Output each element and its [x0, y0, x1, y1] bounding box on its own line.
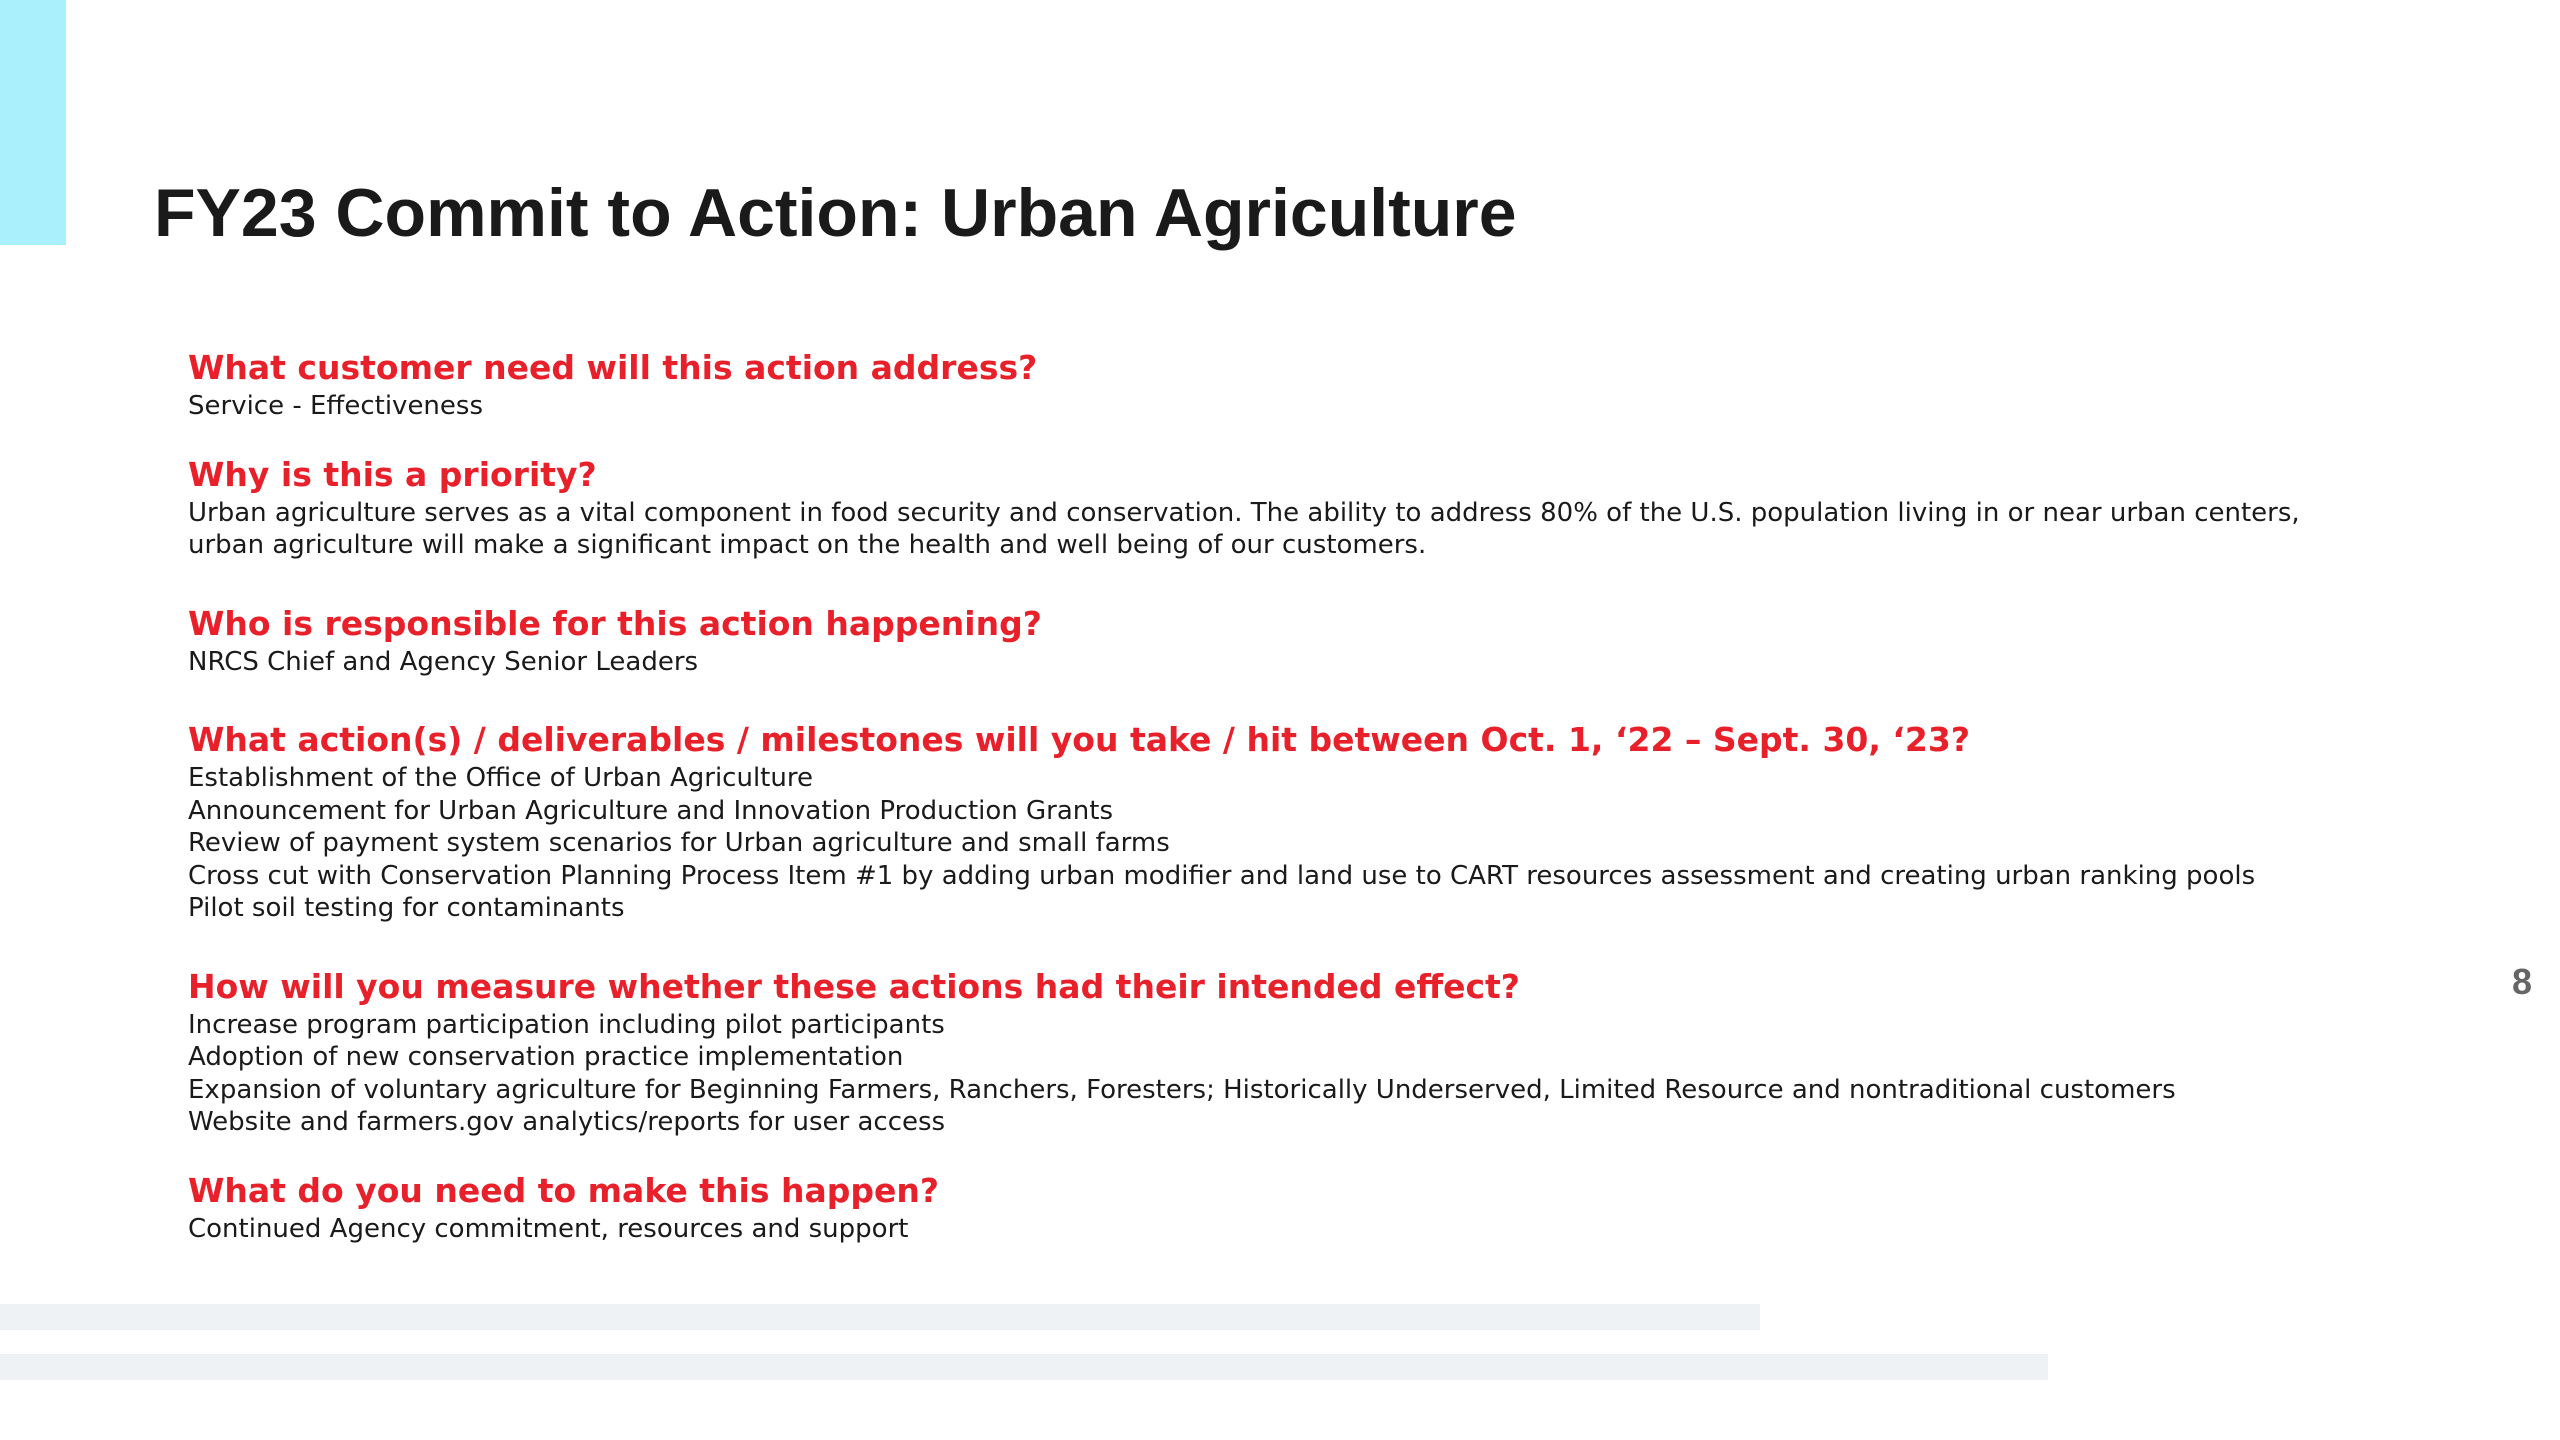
question-priority: Why is this a priority? [188, 454, 597, 494]
answer-measure [188, 1009, 2388, 1139]
answer-line: Continued Agency commitment, resources and support [188, 1213, 909, 1244]
answer-line: Expansion of voluntary agriculture for Beginning Farmers, Ranchers, Foresters; Historically Underserved, Limited Resource and nontraditional customers [188, 1074, 2176, 1105]
answer-paragraph: Urban agriculture serves as a vital component in food security and conservation. The ability to address 80% of the U.S. population living in or near urban centers, urban agriculture will make a significant impact on the health and well being of our customers. [188, 497, 2300, 560]
answer-line: NRCS Chief and Agency Senior Leaders [188, 646, 699, 677]
answer-responsible [188, 646, 2388, 679]
answer-priority [188, 497, 2388, 562]
footer-stripe [0, 1304, 1760, 1330]
section-customer-need [188, 346, 2388, 423]
answer-line: Adoption of new conservation practice implementation [188, 1042, 904, 1072]
page-number: 8 [2512, 961, 2533, 1002]
answer-line: Website and farmers.gov analytics/reports for user access [188, 1107, 946, 1137]
question-customer-need: What customer need will this action address? [188, 348, 1038, 387]
question-responsible: Who is responsible for this action happening? [188, 603, 1042, 643]
answer-needs [188, 1213, 2388, 1246]
answer-line: Establishment of the Office of Urban Agriculture [188, 763, 813, 793]
answer-line: Service - Effectiveness [188, 391, 484, 421]
section-responsible [188, 602, 2388, 679]
section-measure [188, 965, 2388, 1139]
section-needs [188, 1169, 2388, 1246]
answer-line: Review of payment system scenarios for Urban agriculture and small farms [188, 828, 1170, 858]
answer-line: Pilot soil testing for contaminants [188, 893, 625, 923]
content-area [188, 346, 2388, 1245]
answer-customer-need [188, 390, 2388, 423]
question-measure: How will you measure whether these actions had their intended effect? [188, 966, 1520, 1006]
section-priority [188, 453, 2388, 562]
question-needs: What do you need to make this happen? [188, 1170, 939, 1210]
answer-deliverables [188, 762, 2388, 925]
answer-line: Cross cut with Conservation Planning Process Item #1 by adding urban modifier and land use to CART resources assessment and creating urban ranking pools [188, 860, 2256, 891]
slide-title: FY23 Commit to Action: Urban Agriculture [154, 175, 1517, 251]
answer-line: Increase program participation including pilot participants [188, 1009, 945, 1040]
footer-stripe [0, 1354, 2048, 1380]
section-deliverables [188, 718, 2388, 925]
accent-bar [0, 0, 66, 245]
question-deliverables: What action(s) / deliverables / milestones will you take / hit between Oct. 1, ‘22 – Sept. 30, ‘23? [188, 720, 1970, 759]
answer-line: Announcement for Urban Agriculture and Innovation Production Grants [188, 795, 1114, 826]
